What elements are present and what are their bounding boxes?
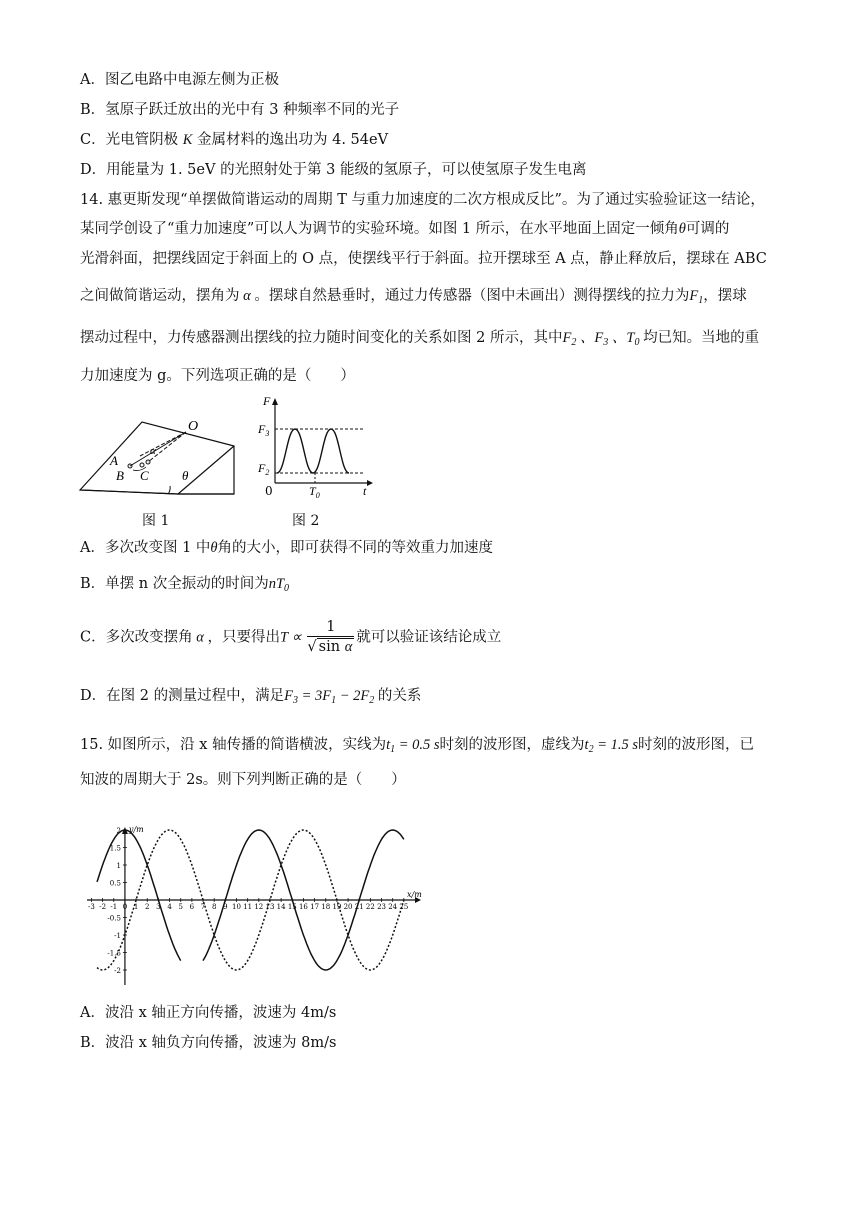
q14-option-d bbox=[80, 686, 421, 711]
q14-stem-line2-text: 某同学创设了“重力加速度”可以人为调节的实验环境。如图 1 所示，在水平地面上固定一倾角 bbox=[80, 221, 679, 237]
x-tick-label: 13 bbox=[265, 903, 275, 911]
x-tick-label: 6 bbox=[189, 903, 195, 911]
y-tick-label: -1 bbox=[114, 932, 121, 940]
x-tick-label: 10 bbox=[232, 903, 241, 911]
alpha-symbol: α bbox=[239, 288, 255, 304]
q14-option-a-post: 角的大小，即可获得不同的等效重力加速度 bbox=[217, 540, 494, 556]
q14-option-c-pre: C．多次改变摆角 bbox=[80, 629, 193, 646]
q15-stem-line1-post: 时刻的波形图，已 bbox=[638, 737, 755, 753]
q14-stem-line4-tail: ，摆球 bbox=[703, 288, 747, 304]
figure-2-tension-graph bbox=[255, 395, 375, 500]
x-tick-label: 15 bbox=[287, 903, 297, 911]
q14-stem-line5-text: 摆动过程中，力传感器测出摆线的拉力随时间变化的关系如图 2 所示，其中 bbox=[80, 330, 563, 346]
y-tick-label: 2 bbox=[116, 827, 121, 835]
q15-stem-line1-pre: 15. 如图所示，沿 x 轴传播的简谐横波，实线为 bbox=[80, 737, 387, 753]
wave-chart bbox=[75, 820, 425, 995]
q13-option-d: D．用能量为 1. 5eV 的光照射处于第 3 能级的氢原子，可以使氢原子发生电离 bbox=[80, 162, 587, 178]
fig2-label-zero: 0 bbox=[265, 484, 273, 498]
y-axis-label: y/m bbox=[128, 825, 144, 834]
x-tick-label: 8 bbox=[211, 903, 217, 911]
y-tick-label: 0.5 bbox=[109, 879, 121, 888]
q15-stem-line2: 知波的周期大于 2s。则下列判断正确的是（ ） bbox=[80, 772, 406, 788]
q14-option-d-post: 的关系 bbox=[377, 688, 422, 704]
x-tick-label: -2 bbox=[99, 903, 107, 911]
fig1-label-alpha: α bbox=[150, 445, 156, 457]
fig1-label-b: B bbox=[116, 468, 124, 483]
x-tick-label: 2 bbox=[145, 903, 150, 911]
q15-option-b: B．波沿 x 轴负方向传播，波速为 8m/s bbox=[80, 1035, 337, 1051]
q14-stem-line5-tail: 均已知。当地的重 bbox=[643, 330, 760, 346]
f2-f3-t0-symbols: $F_2$ 、$F_3$ 、$T_0$ bbox=[562, 330, 640, 348]
q14-stem-line4 bbox=[80, 286, 747, 311]
x-tick-label: 0 bbox=[122, 903, 128, 911]
x-tick-label: 17 bbox=[310, 903, 320, 911]
q15-option-a: A．波沿 x 轴正方向传播，波速为 4m/s bbox=[80, 1005, 337, 1021]
theta-symbol: θ bbox=[678, 221, 686, 237]
theta-symbol: θ bbox=[210, 540, 218, 556]
q14-stem-line6: 力加速度为 g。下列选项正确的是（ ） bbox=[80, 368, 355, 384]
x-tick-label: -1 bbox=[110, 903, 118, 911]
y-tick-label: -2 bbox=[114, 967, 121, 975]
y-tick-label: 1.5 bbox=[109, 844, 121, 853]
x-tick-label: 7 bbox=[200, 903, 206, 911]
alpha-symbol: α bbox=[192, 629, 208, 646]
fig1-label-theta: θ bbox=[182, 468, 189, 483]
q14-stem-line1: 14. 惠更斯发现“单摆做简谐运动的周期 T 与重力加速度的二次方根成反比”。为了通过实验验证这一结论， bbox=[80, 192, 765, 208]
fig2-label-f: F bbox=[263, 394, 271, 408]
q14-option-d-pre: D．在图 2 的测量过程中，满足 bbox=[80, 688, 285, 704]
nt0-symbol: $nT_0$ bbox=[268, 576, 290, 594]
x-tick-label: 12 bbox=[254, 903, 264, 911]
fig2-label-f2: $F_2$ bbox=[258, 461, 270, 477]
q14-stem-line3: 光滑斜面，把摆线固定于斜面上的 O 点，使摆线平行于斜面。拉开摆球至 A 点，静止释放后，摆球在 ABC bbox=[80, 251, 767, 267]
f1-symbol: $F_1$ bbox=[689, 288, 704, 306]
q14-option-a bbox=[80, 538, 493, 558]
q14-option-c-mid: ，只要得出 bbox=[207, 629, 280, 646]
fig1-label-o: O bbox=[188, 419, 199, 434]
figure-1-caption: 图 1 bbox=[142, 513, 170, 529]
x-axis-label: x/m bbox=[407, 890, 422, 899]
q14-option-c bbox=[80, 618, 501, 657]
y-tick-label: -0.5 bbox=[107, 914, 121, 923]
figure-1-incline bbox=[78, 410, 238, 500]
q14-stem-line5 bbox=[80, 328, 759, 353]
y-tick-label: 1 bbox=[116, 862, 121, 870]
q13-option-c-pre: C．光电管阴极 bbox=[80, 132, 183, 148]
q13-option-c bbox=[80, 130, 388, 150]
fig1-label-c: C bbox=[140, 468, 149, 483]
x-tick-label: 16 bbox=[298, 903, 308, 911]
x-tick-label: 22 bbox=[365, 903, 375, 911]
q15-stem-line1-mid: 时刻的波形图，虚线为 bbox=[439, 737, 585, 753]
x-tick-label: 3 bbox=[156, 903, 161, 911]
formula-fraction: $\frac{1}{\text{√ sin α}}$ bbox=[307, 619, 353, 655]
formula-t1: $t_1 = 0.5$ s bbox=[386, 737, 440, 755]
q14-stem-line2 bbox=[80, 219, 729, 239]
x-tick-label: 20 bbox=[343, 903, 353, 911]
fig2-label-f3: $F_3$ bbox=[258, 422, 270, 438]
fig1-label-a: A bbox=[110, 453, 118, 468]
x-tick-label: 5 bbox=[178, 903, 183, 911]
q13-option-a: A．图乙电路中电源左侧为正极 bbox=[80, 72, 279, 88]
x-tick-label: 18 bbox=[321, 903, 331, 911]
q13-option-b: B．氢原子跃迁放出的光中有 3 种频率不同的光子 bbox=[80, 102, 400, 118]
fig2-label-t: t bbox=[363, 484, 367, 498]
x-tick-label: -3 bbox=[88, 903, 95, 911]
x-tick-label: 24 bbox=[388, 903, 398, 911]
x-tick-label: 9 bbox=[223, 903, 228, 911]
q13-option-c-k: K bbox=[182, 132, 193, 148]
formula-t-proportional: T ∝ bbox=[279, 629, 306, 646]
q13-option-c-post: 金属材料的逸出功为 4. 54eV bbox=[192, 132, 389, 148]
x-tick-label: 4 bbox=[167, 903, 172, 911]
q14-option-b-text: B．单摆 n 次全振动的时间为 bbox=[80, 576, 269, 592]
q14-stem-line4-mid: 。摆球自然悬垂时，通过力传感器（图中未画出）测得摆线的拉力为 bbox=[254, 288, 690, 304]
x-tick-label: 21 bbox=[354, 903, 364, 911]
q14-option-a-pre: A．多次改变图 1 中 bbox=[80, 540, 211, 556]
formula-f3-relation: $F_3 = 3F_1 - 2F_2$ bbox=[284, 688, 375, 706]
q15-stem-line1 bbox=[80, 735, 754, 760]
x-tick-label: 25 bbox=[399, 903, 409, 911]
y-tick-label: -1.5 bbox=[107, 949, 121, 958]
q14-stem-line4-text: 之间做简谐运动，摆角为 bbox=[80, 288, 240, 304]
figure-2-caption: 图 2 bbox=[292, 513, 320, 529]
fig2-label-t0: $T_0$ bbox=[309, 484, 320, 500]
q14-option-b bbox=[80, 574, 289, 599]
q14-option-c-post: 就可以验证该结论成立 bbox=[356, 629, 502, 646]
x-tick-label: 11 bbox=[243, 903, 253, 911]
x-tick-label: 1 bbox=[133, 903, 139, 911]
formula-t2: $t_2 = 1.5$ s bbox=[584, 737, 639, 755]
x-tick-label: 14 bbox=[276, 903, 286, 911]
x-tick-label: 19 bbox=[332, 903, 342, 911]
x-tick-label: 23 bbox=[377, 903, 386, 911]
q14-stem-line2-tail: 可调的 bbox=[685, 221, 730, 237]
